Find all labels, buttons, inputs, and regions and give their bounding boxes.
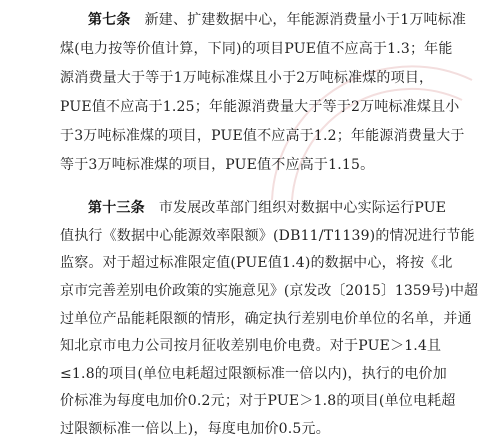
article-13-line-8: 价标准为每度电加价0.2元；对于PUE＞1.8的项目(单位电耗超 — [60, 393, 456, 410]
article-7-line-2: 煤(电力按等价值计算，下同)的项目PUE值不应高于1.3；年能 — [60, 41, 453, 57]
article-13-line-1 — [88, 199, 446, 217]
article-7-number: 第七条 — [88, 12, 131, 28]
article-13-line-2: 值执行《数据中心能源效率限额》(DB11/T1139)的情况进行节能 — [60, 227, 475, 244]
article-13-line-7: ≤1.8的项目(单位电耗超过限额标准一倍以内)，执行的电价加 — [60, 365, 447, 382]
article-7-line-5: 于3万吨标准煤的项目，PUE值不应高于1.2；年能源消费量大于 — [60, 128, 465, 144]
article-7-line-4: PUE值不应高于1.25；年能源消费量大于等于2万吨标准煤且小 — [60, 99, 460, 115]
article-13-line-3: 监察。对于超过标准限定值(PUE值1.4)的数据中心，将按《北 — [60, 255, 453, 272]
article-13-line-9: 过限额标准一倍以上)，每度电加价0.5元。 — [60, 421, 330, 437]
article-13-line-6: 知北京市电力公司按月征收差别电价电费。对于PUE＞1.4且 — [60, 338, 442, 355]
article-7-line-6: 等于3万吨标准煤的项目，PUE值不应高于1.15。 — [60, 157, 375, 173]
article-7-line-3: 源消费量大于等于1万吨标准煤且小于2万吨标准煤的项目， — [60, 70, 434, 86]
article-13-line-4: 京市完善差别电价政策的实施意见》(京发改〔2015〕1359号)中超 — [60, 282, 478, 299]
article-13-number: 第十三条 — [88, 200, 145, 216]
article-13-text: 市发展改革部门组织对数据中心实际运行PUE — [158, 200, 447, 216]
article-13-line-5: 过单位产品能耗限额的情形，确定执行差别电价单位的名单，并通 — [60, 310, 472, 327]
article-7-text: 新建、扩建数据中心，年能源消费量小于1万吨标准 — [144, 12, 467, 28]
article-7-line-1 — [88, 11, 466, 29]
